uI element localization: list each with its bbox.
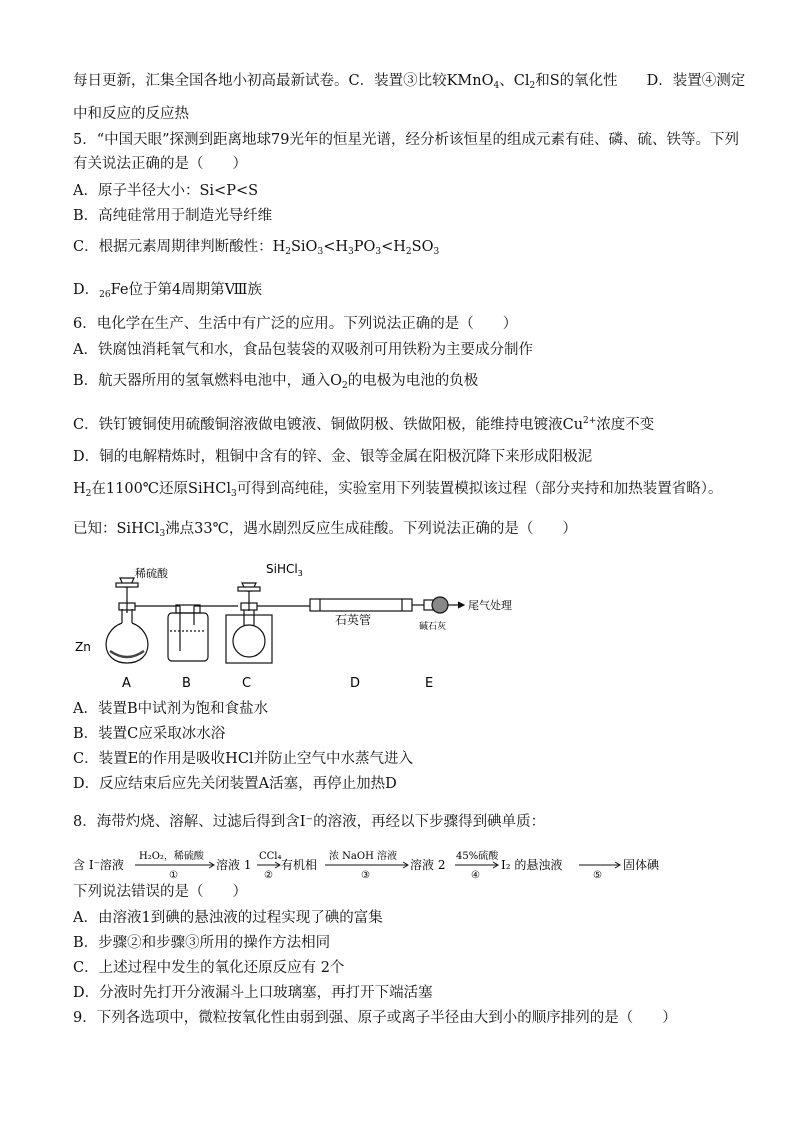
q7-option-c: C．装置E的作用是吸收HCl并防止空气中水蒸气进入 — [73, 751, 414, 767]
flow-product-2: 有机相 — [281, 858, 318, 872]
flow-start: 含 I⁻溶液 — [73, 858, 124, 872]
q8-option-b: B．步骤②和步骤③所用的操作方法相同 — [73, 935, 331, 951]
text-line-2: 中和反应的反应热 — [73, 106, 189, 122]
q8-option-c: C．上述过程中发生的氧化还原反应有 2个 — [73, 960, 345, 976]
label-e: E — [425, 676, 434, 691]
apparatus-e — [424, 597, 464, 613]
flow-product-5: 固体碘 — [623, 858, 660, 872]
flow-step-2: ② — [264, 870, 273, 879]
label-tail-gas: 尾气处理 — [468, 599, 512, 612]
q6-option-a: A．铁腐蚀消耗氧气和水，食品包装袋的双吸剂可用铁粉为主要成分制作 — [73, 342, 533, 358]
flow-step-3: ③ — [361, 870, 370, 879]
q5-option-a: A．原子半径大小：Si<P<S — [73, 183, 259, 199]
label-quartz-tube: 石英管 — [335, 613, 372, 627]
flow-step-4: ④ — [471, 870, 480, 879]
question-7-known: 已知：SiHCl$_3$沸点33℃，遇水剧烈反应生成硅酸。下列说法正确的是（ ） — [73, 521, 577, 539]
flow-product-4: I₂ 的悬浊液 — [501, 858, 563, 872]
flow-product-3: 溶液 2 — [410, 858, 446, 872]
question-6-stem: 6．电化学在生产、生活中有广泛的应用。下列说法正确的是（ ） — [73, 316, 518, 332]
flow-diagram — [73, 845, 723, 879]
label-c: C — [242, 676, 252, 691]
question-5-stem-cont: 有关说法正确的是（ ） — [73, 156, 247, 172]
label-a: A — [122, 676, 131, 691]
q7-option-d: D．反应结束后应先关闭装置A活塞，再停止加热D — [73, 776, 397, 792]
question-8-stem: 8．海带灼烧、溶解、过滤后得到含I⁻的溶液，再经以下步骤得到碘单质： — [73, 814, 546, 830]
flow-reagent-1: H₂O₂，稀硫酸 — [139, 851, 204, 862]
apparatus-c — [226, 583, 310, 663]
question-5-stem: 5．“中国天眼”探测到距离地球79光年的恒星光谱，经分析该恒星的组成元素有硅、磷、硫、铁等。下列 — [73, 132, 739, 148]
flow-step-5: ⑤ — [593, 870, 602, 879]
label-sihcl3: SiHCl$_3$ — [266, 562, 303, 578]
apparatus-figure — [70, 553, 540, 693]
text-line-1: 每日更新，汇集全国各地小初高最新试卷。C．装置③比较KMnO$_4$、$Cl_2$和S的氧化性 D．装置④测定 — [73, 73, 746, 91]
flow-step-1: ① — [169, 870, 178, 879]
q5-option-d: D．$_{26}$Fe位于第4周期第Ⅷ族 — [73, 282, 263, 300]
apparatus-a — [106, 578, 180, 663]
question-7-stem: $H_2$在1100℃还原SiHCl$_3$可得到高纯硅，实验室用下列装置模拟该过程（部分夹持和加热装置省略）。 — [73, 481, 723, 499]
q6-option-b: B．航天器所用的氢氧燃料电池中，通入$O_2$的电极为电池的负极 — [73, 373, 479, 391]
apparatus-d — [310, 599, 424, 611]
q5-option-b: B．高纯硅常用于制造光导纤维 — [73, 208, 273, 224]
flow-product-1: 溶液 1 — [216, 858, 252, 872]
label-soda-lime: 碱石灰 — [419, 622, 447, 632]
question-9-stem: 9．下列各选项中，微粒按氧化性由弱到强、原子或离子半径由大到小的顺序排列的是（ ） — [73, 1010, 677, 1026]
flow-reagent-3: 浓 NaOH 溶液 — [329, 851, 397, 862]
label-d: D — [350, 676, 361, 691]
flow-reagent-4: 45%硫酸 — [456, 851, 499, 862]
q8-option-d: D．分液时先打开分液漏斗上口玻璃塞，再打开下端活塞 — [73, 985, 433, 1001]
q7-option-a: A．装置B中试剂为饱和食盐水 — [73, 701, 269, 717]
q5-option-c: C．根据元素周期律判断酸性：$H_2SiO_3<H_3PO_3<H_2SO_3$ — [73, 239, 440, 257]
label-dilute-acid: 稀硫酸 — [135, 567, 168, 580]
label-b: B — [182, 676, 191, 691]
flow-reagent-2: CCl₄ — [259, 851, 282, 862]
question-8-prompt: 下列说法错误的是（ ） — [73, 884, 247, 900]
q7-option-b: B．装置C应采取冰水浴 — [73, 726, 226, 742]
apparatus-b — [168, 605, 238, 661]
q6-option-d: D．铜的电解精炼时，粗铜中含有的锌、金、银等金属在阳极沉降下来形成阳极泥 — [73, 449, 593, 465]
q6-option-c: C．铁钉镀铜使用硫酸铜溶液做电镀液、铜做阴极、铁做阳极，能维持电镀液$Cu^{2+}$浓度不变 — [73, 416, 655, 433]
label-zn: Zn — [75, 640, 91, 654]
q8-option-a: A．由溶液1到碘的悬浊液的过程实现了碘的富集 — [73, 910, 383, 926]
